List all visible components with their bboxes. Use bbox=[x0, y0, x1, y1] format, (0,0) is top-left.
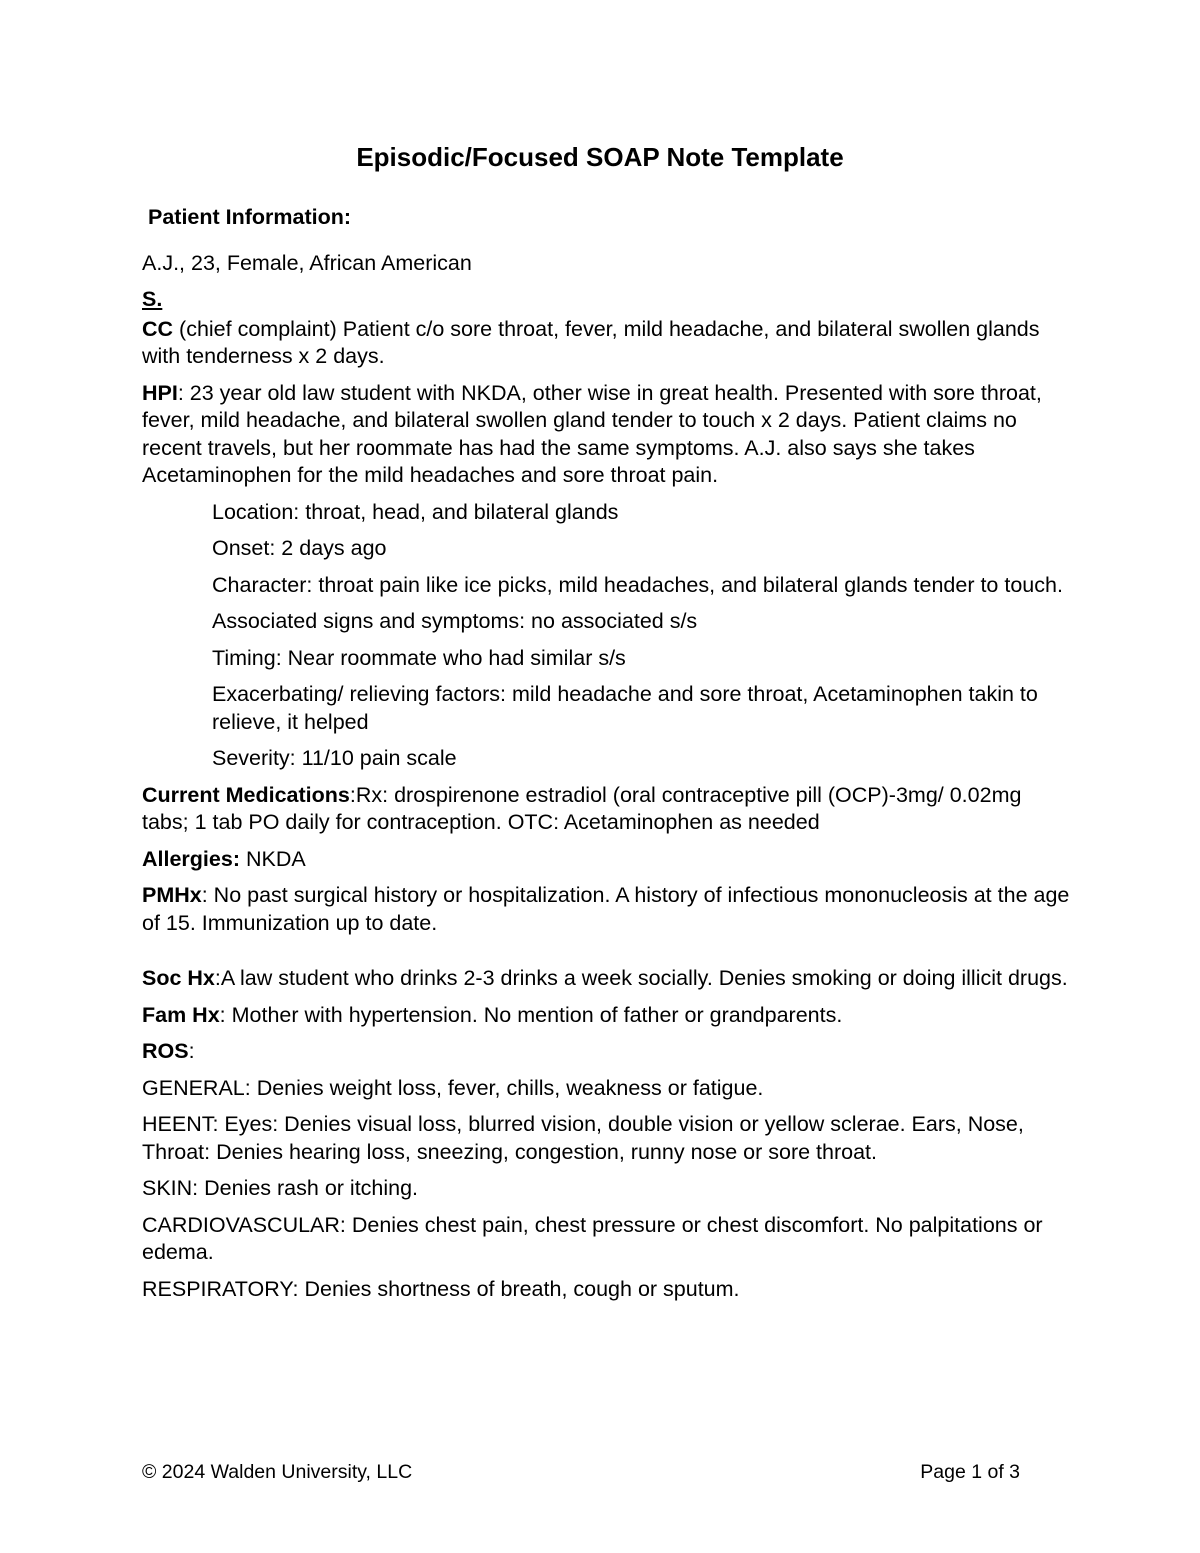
soc-hx-paragraph bbox=[142, 965, 1072, 993]
ros-item-general: GENERAL: Denies weight loss, fever, chills, weakness or fatigue. bbox=[142, 1075, 764, 1100]
hpi-text: : 23 year old law student with NKDA, other wise in great health. Presented with sore throat, fever, mild headache, and bilateral swollen gland tender to touch x 2 days. Patient claims no recent travels, but her roommate has had the same symptoms. A.J. also says she takes Acetaminophen for the mild headaches and sore throat pain. bbox=[142, 380, 1042, 487]
footer-copyright: © 2024 Walden University, LLC bbox=[142, 1461, 413, 1483]
hpi-label: HPI bbox=[142, 380, 178, 405]
page-title: Episodic/Focused SOAP Note Template bbox=[356, 142, 844, 172]
allergies-label: Allergies: bbox=[142, 846, 240, 871]
pmhx-label: PMHx bbox=[142, 883, 202, 907]
ros-heading bbox=[142, 1038, 1072, 1066]
soc-hx-text: :A law student who drinks 2-3 drinks a week socially. Denies smoking or doing illicit drugs. bbox=[214, 966, 1068, 990]
hpi-item-character: Character: throat pain like ice picks, mild headaches, and bilateral glands tender to touch. bbox=[212, 572, 1063, 597]
ros-item-heent: HEENT: Eyes: Denies visual loss, blurred vision, double vision or yellow sclerae. Ears, Nose, Throat: Denies hearing loss, sneezing, congestion, runny nose or sore throat. bbox=[142, 1112, 1024, 1164]
ros-label: ROS bbox=[142, 1039, 189, 1063]
hpi-item-location: Location: throat, head, and bilateral glands bbox=[212, 499, 619, 524]
ros-item-skin: SKIN: Denies rash or itching. bbox=[142, 1176, 419, 1200]
ros-item-respiratory: RESPIRATORY: Denies shortness of breath, cough or sputum. bbox=[142, 1276, 740, 1301]
subjective-label: S. bbox=[142, 287, 163, 311]
current-medications-text: :Rx: drospirenone estradiol (oral contraceptive pill (OCP)-3mg/ 0.02mg tabs; 1 tab PO daily for contraception. OTC: Acetaminophen as needed bbox=[142, 782, 1022, 834]
cc-text: (chief complaint) Patient c/o sore throat, fever, mild headache, and bilateral swollen glands with tenderness x 2 days. bbox=[142, 316, 1040, 368]
soc-hx-label: Soc Hx bbox=[142, 966, 215, 990]
hpi-paragraph bbox=[142, 380, 1072, 490]
footer-page-number: Page 1 of 3 bbox=[920, 1461, 1020, 1483]
current-medications-paragraph bbox=[142, 782, 1072, 837]
fam-hx-label: Fam Hx bbox=[142, 1002, 220, 1027]
hpi-item-exacerbating: Exacerbating/ relieving factors: mild headache and sore throat, Acetaminophen takin to relieve, it helped bbox=[212, 682, 1038, 734]
pmhx-text: : No past surgical history or hospitalization. A history of infectious mononucleosis at the age of 15. Immunization up to date. bbox=[142, 883, 1070, 935]
pmhx-paragraph bbox=[142, 882, 1072, 937]
current-medications-label: Current Medications bbox=[142, 782, 350, 807]
hpi-item-severity: Severity: 11/10 pain scale bbox=[212, 746, 457, 770]
cc-label: CC bbox=[142, 316, 174, 341]
ros-item-cardiovascular: CARDIOVASCULAR: Denies chest pain, chest pressure or chest discomfort. No palpitations or edema. bbox=[142, 1212, 1043, 1264]
allergies-text: NKDA bbox=[239, 846, 306, 871]
cc-paragraph bbox=[142, 316, 1072, 371]
hpi-item-onset: Onset: 2 days ago bbox=[212, 536, 387, 560]
fam-hx-text: : Mother with hypertension. No mention of father or grandparents. bbox=[219, 1002, 843, 1027]
patient-info-value: A.J., 23, Female, African American bbox=[142, 250, 472, 275]
fam-hx-paragraph bbox=[142, 1002, 1072, 1030]
document-body bbox=[142, 204, 1072, 1312]
allergies-paragraph bbox=[142, 846, 1072, 874]
patient-info-heading: Patient Information: bbox=[148, 205, 352, 229]
ros-colon: : bbox=[188, 1039, 195, 1063]
hpi-item-timing: Timing: Near roommate who had similar s/s bbox=[212, 645, 626, 670]
hpi-item-associated: Associated signs and symptoms: no associated s/s bbox=[212, 609, 698, 633]
